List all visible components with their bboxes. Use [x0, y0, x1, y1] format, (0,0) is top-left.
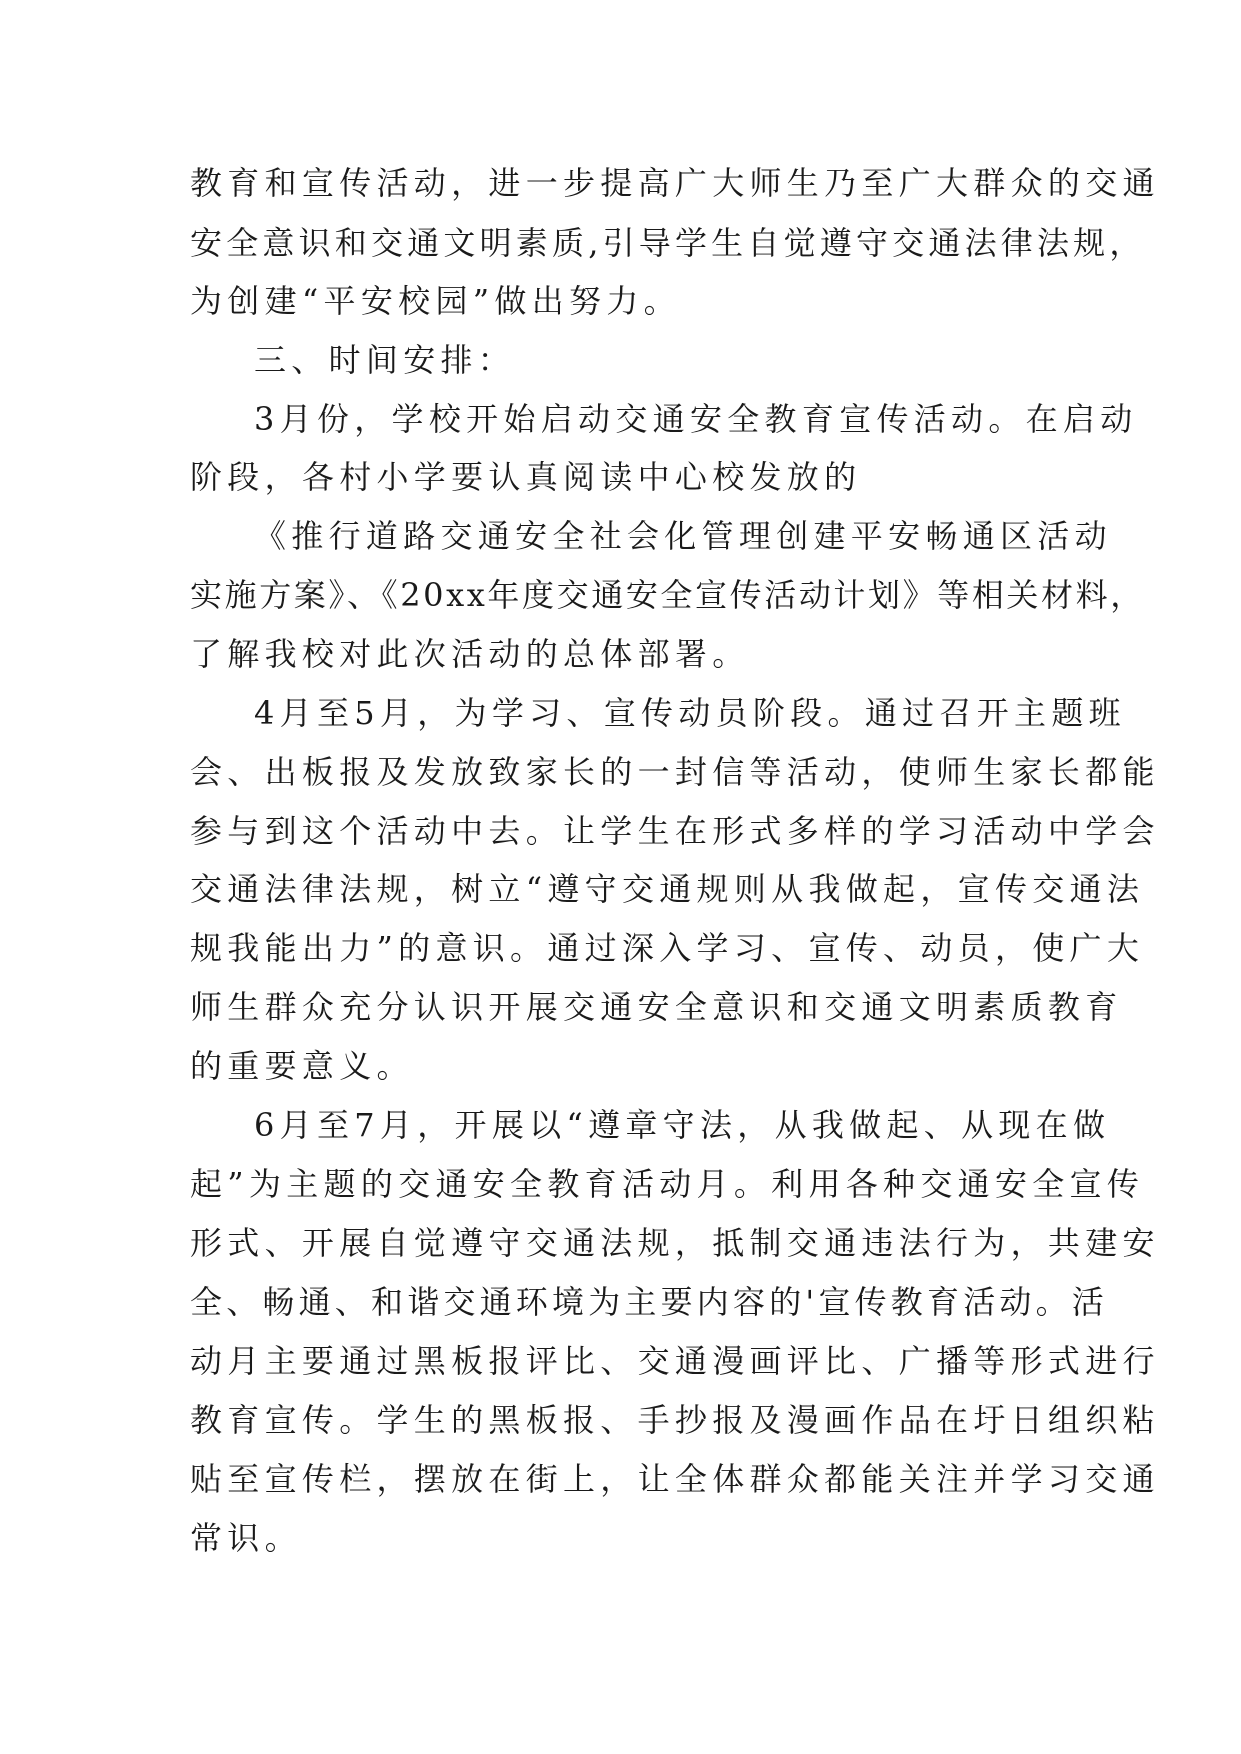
text-line: 常识。	[190, 1519, 302, 1557]
text-line: 会、出板报及发放致家长的一封信等活动，使师生家长都能	[190, 753, 1160, 791]
text-line: 全、畅通、和谐交通环境为主要内容的'宣传教育活动。活	[190, 1283, 1108, 1321]
text-line: 师生群众充分认识开展交通安全意识和交通文明素质教育	[190, 988, 1123, 1026]
section-heading: 三、时间安排：	[254, 341, 516, 379]
text-line: 教育和宣传活动，进一步提高广大师生乃至广大群众的交通	[190, 164, 1160, 202]
text-line: 实施方案》、《20xx年度交通安全宣传活动计划》等相关材料，	[190, 576, 1145, 614]
text-line: 为创建“平安校园”做出努力。	[190, 282, 681, 320]
text-line: 贴至宣传栏，摆放在街上，让全体群众都能关注并学习交通	[190, 1460, 1160, 1498]
text-line: 阶段，各村小学要认真阅读中心校发放的	[190, 458, 862, 496]
text-line: 安全意识和交通文明素质,引导学生自觉遵守交通法律法规，	[190, 224, 1146, 262]
text-line: 动月主要通过黑板报评比、交通漫画评比、广播等形式进行	[190, 1342, 1160, 1380]
text-line: 参与到这个活动中去。让学生在形式多样的学习活动中学会	[190, 812, 1160, 850]
text-line: 了解我校对此次活动的总体部署。	[190, 635, 750, 673]
text-line: 教育宣传。学生的黑板报、手抄报及漫画作品在圩日组织粘	[190, 1401, 1160, 1439]
text-line: 3月份，学校开始启动交通安全教育宣传活动。在启动	[254, 400, 1138, 438]
text-line: 《推行道路交通安全社会化管理创建平安畅通区活动	[254, 517, 1112, 555]
text-line: 4月至5月，为学习、宣传动员阶段。通过召开主题班	[254, 694, 1126, 732]
text-line: 起”为主题的交通安全教育活动月。利用各种交通安全宣传	[190, 1165, 1145, 1203]
text-line: 形式、开展自觉遵守交通法规，抵制交通违法行为，共建安	[190, 1224, 1160, 1262]
text-line: 规我能出力”的意识。通过深入学习、宣传、动员，使广大	[190, 929, 1145, 967]
text-line: 交通法律法规，树立“遵守交通规则从我做起，宣传交通法	[190, 870, 1145, 908]
text-line: 的重要意义。	[190, 1047, 414, 1085]
text-line: 6月至7月，开展以“遵章守法，从我做起、从现在做	[254, 1106, 1111, 1144]
